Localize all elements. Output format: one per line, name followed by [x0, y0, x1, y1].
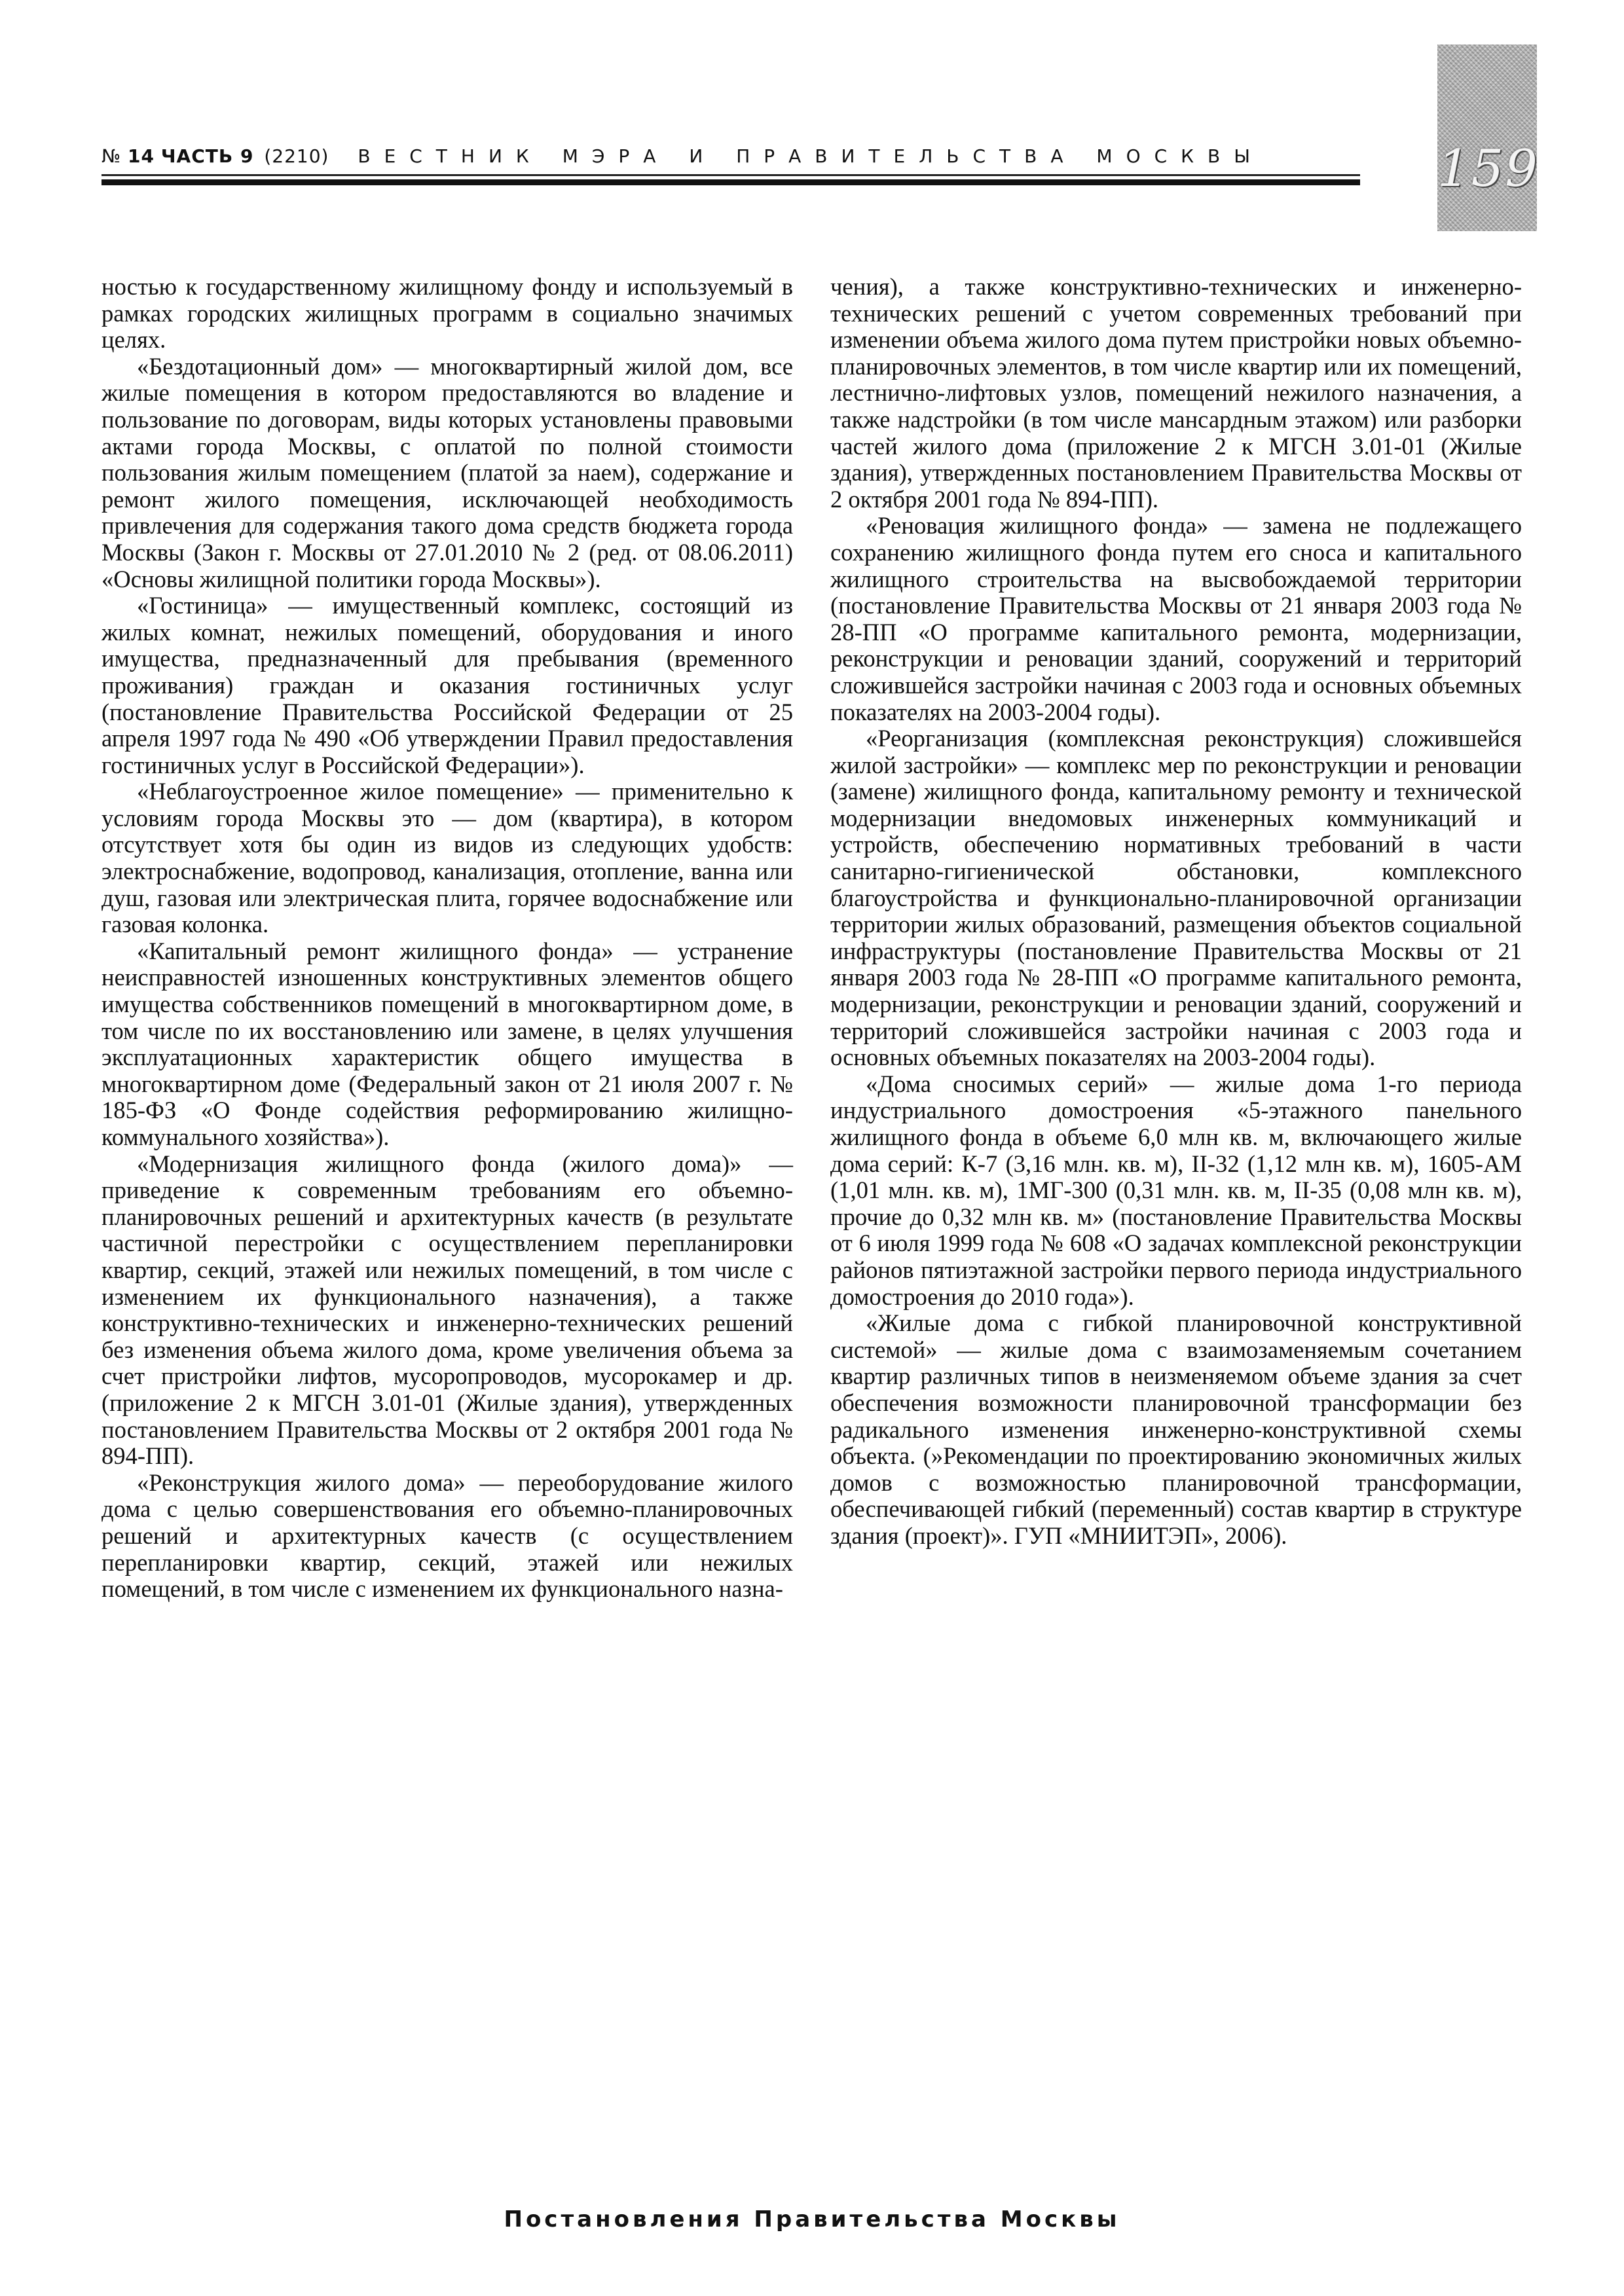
footer-section-title: Постановления Правительства Москвы	[504, 2206, 1120, 2232]
paragraph: «Жилые дома с гибкой планировочной конструктивной системой» — жилые дома с взаимозаменяемым сочетанием квартир различных типов в неизменяемом объеме здания за счет обеспечения возможности планировочной трансформации без радикального изменения инженерно-конструктивной схемы объекта. (»Рекомендации по проектированию экономичных жилых домов с возможностью планировочной трансформации, обеспечивающей гибкий (переменный) состав квартир в структуре здания (проект)». ГУП «МНИИТЭП», 2006).	[830, 1309, 1522, 1549]
paragraph: чения), а также конструктивно-технических и инженерно-технических решений с учетом современных требований при изменении объема жилого дома путем пристройки новых объемно-планировочных элементов, в том числе квартир или их помещений, лестнично-лифтовых узлов, помещений нежилого назначения, а также надстройки (в том числе мансардным этажом) или разборки частей жилого дома (приложение 2 к МГСН 3.01-01 (Жилые здания), утвержденных постановлением Правительства Москвы от 2 октября 2001 года № 894-ПП).	[830, 273, 1522, 513]
header-rule-thin	[101, 174, 1360, 176]
header-rule-thick	[101, 179, 1360, 185]
paragraph: «Модернизация жилищного фонда (жилого дома)» — приведение к современным требованиям его объемно-планировочных решений и архитектурных качеств (в результате частичной перестройки с осуществлением перепланировки квартир, секций, этажей или нежилых помещений, в том числе с изменением их функционального назначения), а также конструктивно-технических и инженерно-технических решений без изменения объема жилого дома, кроме увеличения объема за счет пристройки лифтов, мусоропроводов, мусорокамер и др. (приложение 2 к МГСН 3.01-01 (Жилые здания), утвержденных постановлением Правительства Москвы от 2 октября 2001 года № 894-ПП).	[101, 1150, 793, 1470]
part-label: ЧАСТЬ 9	[160, 145, 254, 167]
right-column	[830, 274, 1522, 1550]
left-column	[101, 274, 793, 1603]
paragraph: «Дома сносимых серий» — жилые дома 1-го периода индустриального домостроения «5-этажного панельного жилищного фонда в объеме 6,0 млн кв. м, включающего жилые дома серий: К-7 (3,16 млн. кв. м), II-32 (1,12 млн кв. м), 1605-АМ (1,01 млн. кв. м), 1МГ-300 (0,31 млн. кв. м, II-35 (0,08 млн кв. м), прочие до 0,32 млн кв. м» (постановление Правительства Москвы от 6 июля 1999 года № 608 «О задачах комплексной реконструкции районов пятиэтажной застройки первого периода индустриального домостроения до 2010 года»).	[830, 1070, 1522, 1310]
issue-total: (2210)	[264, 145, 329, 167]
issue-number-sign: №	[101, 145, 122, 167]
page-number-badge	[1437, 45, 1537, 231]
paragraph: «Гостиница» — имущественный комплекс, состоящий из жилых комнат, нежилых помещений, оборудования и иного имущества, предназначенный для пребывания (временного проживания) граждан и оказания гостиничных услуг (постановление Правительства Российской Федерации от 25 апреля 1997 года № 490 «Об утверждении Правил предоставления гостиничных услуг в Российской Федерации»).	[101, 592, 793, 778]
paragraph: «Бездотационный дом» — многоквартирный жилой дом, все жилые помещения в котором предоставляются во владение и пользование по договорам, виды которых установлены правовыми актами города Москвы, с оплатой по полной стоимости пользования жилым помещением (платой за наем), содержание и ремонт жилого помещения, исключающей необходимость привлечения для содержания такого дома средств бюджета города Москвы (Закон г. Москвы от 27.01.2010 № 2 (ред. от 08.06.2011) «Основы жилищной политики города Москвы»).	[101, 352, 793, 592]
paragraph: «Неблагоустроенное жилое помещение» — применительно к условиям города Москвы это — дом (квартира), в котором отсутствует хотя бы один из видов из следующих удобств: электроснабжение, водопровод, канализация, отопление, ванна или душ, газовая или электрическая плита, горячее водоснабжение или газовая колонка.	[101, 778, 793, 938]
paragraph: «Реорганизация (комплексная реконструкция) сложившейся жилой застройки» — комплекс мер по реконструкции и реновации (замене) жилищного фонда, капитальному ремонту и технической модернизации внедомовых инженерных коммуникаций и устройств, обеспечению нормативных требований в части санитарно-гигиенической обстановки, комплексного благоустройства и функционально-планировочной организации территории жилых образований, размещения объектов социальной инфраструктуры (постановление Правительства Москвы от 21 января 2003 года № 28-ПП «О программе капитального ремонта, модернизации, реконструкции и реновации зданий, сооружений и территорий сложившейся застройки начиная с 2003 года и основных объемных показателях на 2003-2004 годы).	[830, 725, 1522, 1071]
paragraph: ностью к государственному жилищному фонду и используемый в рамках городских жилищных программ в социально значимых целях.	[101, 273, 793, 354]
page-number: 159	[1437, 139, 1539, 198]
paragraph: «Реконструкция жилого дома» — переоборудование жилого дома с целью совершенствования его объемно-планировочных решений и архитектурных качеств (с осуществлением перепланировки квартир, секций, этажей или нежилых помещений, в том числе с изменением их функционального назна-	[101, 1468, 793, 1603]
paragraph: «Реновация жилищного фонда» — замена не подлежащего сохранению жилищного фонда путем его сноса и капитального жилищного строительства на высвобождаемой территории (постановление Правительства Москвы от 21 января 2003 года № 28-ПП «О программе капитального ремонта, модернизации, реконструкции и реновации зданий, сооружений и территорий сложившейся застройки начиная с 2003 года и основных объемных показателях на 2003-2004 годы).	[830, 512, 1522, 725]
paragraph: «Капитальный ремонт жилищного фонда» — устранение неисправностей изношенных конструктивных элементов общего имущества собственников помещений в многоквартирном доме, в том числе по их восстановлению или замене, в целях улучшения эксплуатационных характеристик общего имущества в многоквартирном доме (Федеральный закон от 21 июля 2007 г. № 185-ФЗ «О Фонде содействия реформированию жилищно-коммунального хозяйства»).	[101, 937, 793, 1150]
running-header	[101, 145, 1359, 167]
issue-number: 14	[128, 145, 155, 167]
publication-title: ВЕСТНИК МЭРА И ПРАВИТЕЛЬСТВА МОСКВЫ	[358, 145, 1264, 167]
